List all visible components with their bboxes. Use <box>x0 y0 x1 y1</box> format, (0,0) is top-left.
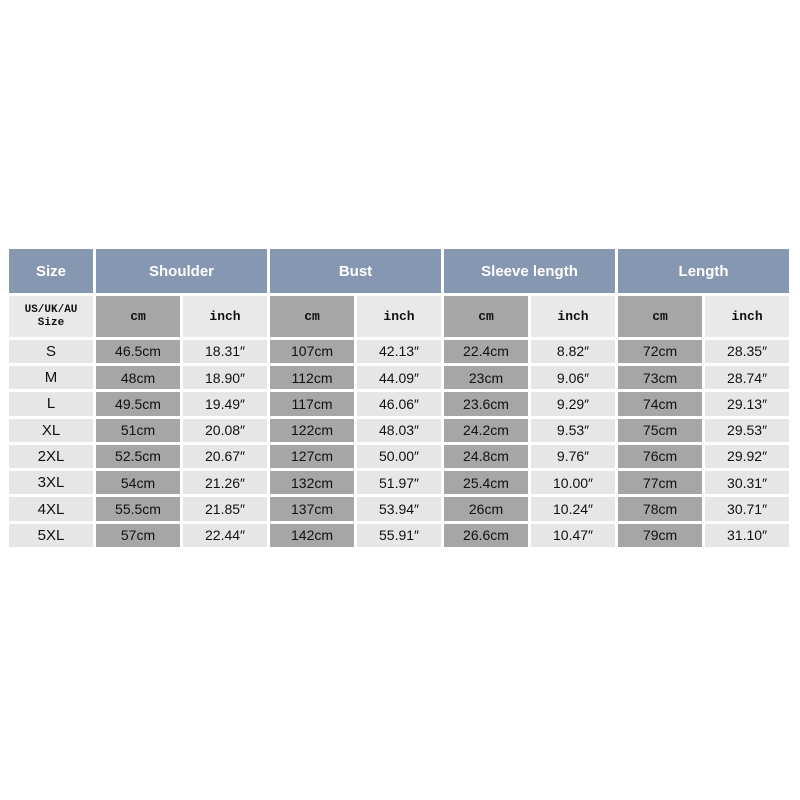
cell-size: XL <box>9 419 93 442</box>
cell-bust-inch: 53.94″ <box>357 497 441 520</box>
cell-shoulder-cm: 51cm <box>96 419 180 442</box>
cell-shoulder-inch: 20.67″ <box>183 445 267 468</box>
cell-shoulder-inch: 18.90″ <box>183 366 267 389</box>
unit-bust-cm: cm <box>270 296 354 336</box>
cell-size: 3XL <box>9 471 93 494</box>
cell-shoulder-inch: 21.85″ <box>183 497 267 520</box>
size-chart <box>6 246 792 550</box>
cell-size: S <box>9 340 93 363</box>
cell-bust-inch: 51.97″ <box>357 471 441 494</box>
table-row <box>9 419 789 442</box>
table-row <box>9 497 789 520</box>
header-sleeve-length: Sleeve length <box>444 249 615 293</box>
cell-size: 2XL <box>9 445 93 468</box>
region-size-label <box>9 296 93 336</box>
size-chart-table <box>6 246 792 550</box>
header-bust: Bust <box>270 249 441 293</box>
cell-sleeve-cm: 23.6cm <box>444 392 528 415</box>
cell-shoulder-cm: 57cm <box>96 524 180 547</box>
cell-length-inch: 28.35″ <box>705 340 789 363</box>
cell-bust-cm: 117cm <box>270 392 354 415</box>
cell-bust-inch: 55.91″ <box>357 524 441 547</box>
cell-length-cm: 75cm <box>618 419 702 442</box>
region-label-line-1: US/UK/AU <box>24 303 78 316</box>
unit-bust-inch: inch <box>357 296 441 336</box>
header-shoulder: Shoulder <box>96 249 267 293</box>
cell-bust-inch: 50.00″ <box>357 445 441 468</box>
cell-length-cm: 76cm <box>618 445 702 468</box>
cell-length-inch: 31.10″ <box>705 524 789 547</box>
header-row <box>9 249 789 293</box>
cell-length-cm: 78cm <box>618 497 702 520</box>
table-row <box>9 340 789 363</box>
cell-bust-cm: 132cm <box>270 471 354 494</box>
cell-sleeve-inch: 9.06″ <box>531 366 615 389</box>
table-row <box>9 366 789 389</box>
cell-size: M <box>9 366 93 389</box>
cell-sleeve-inch: 10.00″ <box>531 471 615 494</box>
cell-shoulder-cm: 46.5cm <box>96 340 180 363</box>
header-size: Size <box>9 249 93 293</box>
cell-bust-inch: 48.03″ <box>357 419 441 442</box>
cell-length-inch: 30.31″ <box>705 471 789 494</box>
cell-sleeve-cm: 24.8cm <box>444 445 528 468</box>
cell-length-cm: 74cm <box>618 392 702 415</box>
cell-shoulder-cm: 48cm <box>96 366 180 389</box>
cell-length-inch: 28.74″ <box>705 366 789 389</box>
cell-shoulder-cm: 49.5cm <box>96 392 180 415</box>
cell-length-cm: 79cm <box>618 524 702 547</box>
cell-length-inch: 29.92″ <box>705 445 789 468</box>
cell-bust-cm: 112cm <box>270 366 354 389</box>
region-label-line-2: Size <box>37 316 65 329</box>
cell-sleeve-inch: 9.29″ <box>531 392 615 415</box>
cell-sleeve-inch: 8.82″ <box>531 340 615 363</box>
cell-sleeve-cm: 24.2cm <box>444 419 528 442</box>
unit-sleeve-inch: inch <box>531 296 615 336</box>
cell-sleeve-cm: 26.6cm <box>444 524 528 547</box>
table-row <box>9 471 789 494</box>
cell-shoulder-inch: 21.26″ <box>183 471 267 494</box>
cell-shoulder-cm: 52.5cm <box>96 445 180 468</box>
cell-sleeve-cm: 26cm <box>444 497 528 520</box>
cell-bust-inch: 42.13″ <box>357 340 441 363</box>
unit-length-cm: cm <box>618 296 702 336</box>
unit-shoulder-cm: cm <box>96 296 180 336</box>
cell-shoulder-cm: 55.5cm <box>96 497 180 520</box>
cell-length-cm: 73cm <box>618 366 702 389</box>
cell-bust-cm: 137cm <box>270 497 354 520</box>
cell-sleeve-cm: 25.4cm <box>444 471 528 494</box>
cell-length-inch: 29.13″ <box>705 392 789 415</box>
unit-shoulder-inch: inch <box>183 296 267 336</box>
cell-sleeve-inch: 9.76″ <box>531 445 615 468</box>
cell-length-cm: 72cm <box>618 340 702 363</box>
cell-sleeve-cm: 23cm <box>444 366 528 389</box>
table-row <box>9 392 789 415</box>
cell-sleeve-inch: 10.24″ <box>531 497 615 520</box>
unit-length-inch: inch <box>705 296 789 336</box>
table-row <box>9 445 789 468</box>
cell-size: L <box>9 392 93 415</box>
table-row <box>9 524 789 547</box>
cell-shoulder-inch: 20.08″ <box>183 419 267 442</box>
cell-bust-inch: 46.06″ <box>357 392 441 415</box>
cell-bust-cm: 107cm <box>270 340 354 363</box>
cell-length-cm: 77cm <box>618 471 702 494</box>
cell-sleeve-inch: 10.47″ <box>531 524 615 547</box>
cell-length-inch: 29.53″ <box>705 419 789 442</box>
cell-size: 5XL <box>9 524 93 547</box>
cell-bust-cm: 127cm <box>270 445 354 468</box>
cell-shoulder-inch: 18.31″ <box>183 340 267 363</box>
cell-shoulder-cm: 54cm <box>96 471 180 494</box>
cell-length-inch: 30.71″ <box>705 497 789 520</box>
cell-sleeve-inch: 9.53″ <box>531 419 615 442</box>
cell-bust-cm: 142cm <box>270 524 354 547</box>
cell-sleeve-cm: 22.4cm <box>444 340 528 363</box>
cell-size: 4XL <box>9 497 93 520</box>
unit-sleeve-cm: cm <box>444 296 528 336</box>
unit-row <box>9 296 789 336</box>
cell-shoulder-inch: 19.49″ <box>183 392 267 415</box>
cell-shoulder-inch: 22.44″ <box>183 524 267 547</box>
cell-bust-inch: 44.09″ <box>357 366 441 389</box>
cell-bust-cm: 122cm <box>270 419 354 442</box>
header-length: Length <box>618 249 789 293</box>
